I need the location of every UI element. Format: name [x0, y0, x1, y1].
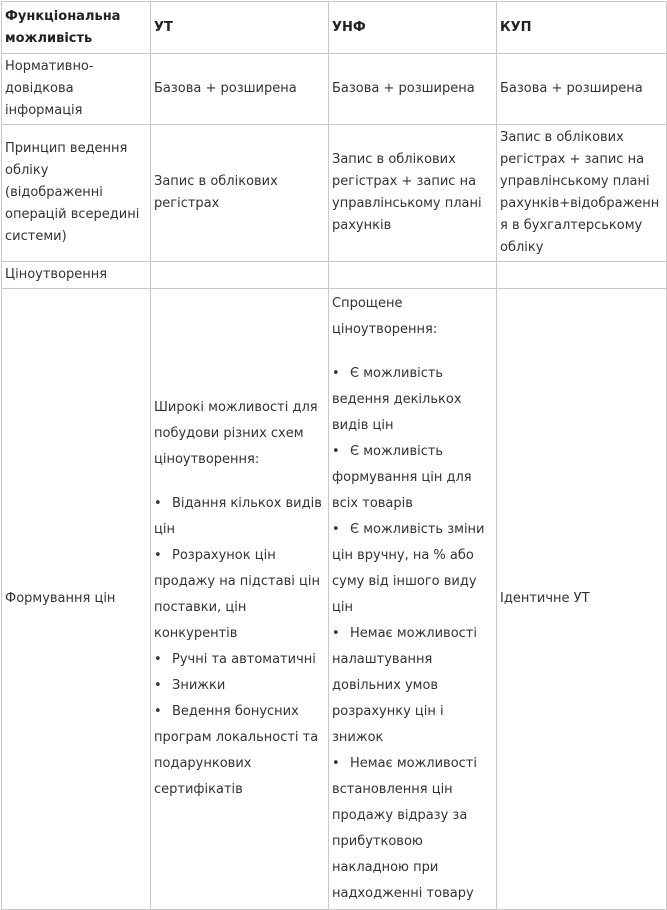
list-item: • Немає можливості налаштування довільних умов розрахунку цін і знижок	[332, 621, 494, 751]
ut-feature-list	[154, 491, 326, 803]
bullet-icon: •	[332, 756, 340, 771]
row-kup: Запис в облікових регістрах + запис на управлінському плані рахунків+відображення в бухгалтерському обліку	[497, 125, 667, 262]
row-unf: Базова + розширена	[329, 54, 497, 125]
table-row	[2, 289, 667, 910]
bullet-icon: •	[332, 626, 340, 641]
row-unf	[329, 289, 497, 910]
row-unf	[329, 262, 497, 289]
bullet-icon: •	[154, 548, 162, 563]
list-item: • Є можливість ведення декількох видів цін	[332, 361, 494, 439]
list-item: • Відання кількох видів цін	[154, 491, 326, 543]
list-item: • Ручні та автоматичні	[154, 647, 326, 673]
list-item: • Є можливість зміни цін вручну, на % або суму від іншого виду цін	[332, 517, 494, 621]
header-unf: УНФ	[329, 2, 497, 54]
row-kup: Базова + розширена	[497, 54, 667, 125]
bullet-icon: •	[332, 366, 340, 381]
row-feature: Нормативно-довідкова інформація	[2, 54, 151, 125]
header-kup: КУП	[497, 2, 667, 54]
table-row	[2, 262, 667, 289]
comparison-table	[1, 1, 667, 910]
bullet-icon: •	[154, 496, 162, 511]
unf-feature-list	[332, 361, 494, 907]
row-ut	[151, 262, 329, 289]
table-row	[2, 54, 667, 125]
row-kup	[497, 262, 667, 289]
row-feature: Формування цін	[2, 289, 151, 910]
header-ut: УТ	[151, 2, 329, 54]
ut-intro: Широкі можливості для побудови різних схем ціноутворення:	[154, 400, 318, 467]
unf-intro: Спрощене ціноутворення:	[332, 296, 438, 337]
bullet-icon: •	[154, 678, 162, 693]
bullet-icon: •	[154, 652, 162, 667]
row-feature: Принцип ведення обліку (відображенні операцій всередині системи)	[2, 125, 151, 262]
list-item: • Розрахунок цін продажу на підставі цін поставки, цін конкурентів	[154, 543, 326, 647]
header-feature: Функціональна можливість	[2, 2, 151, 54]
list-item: • Немає можливості встановлення цін продажу відразу за прибутковою накладною при надходженні товару	[332, 751, 494, 907]
row-feature: Ціноутворення	[2, 262, 151, 289]
bullet-icon: •	[332, 444, 340, 459]
row-ut: Базова + розширена	[151, 54, 329, 125]
row-ut: Запис в облікових регістрах	[151, 125, 329, 262]
list-item: • Знижки	[154, 673, 326, 699]
header-row	[2, 2, 667, 54]
list-item: • Ведення бонусних програм локальності та подарункових сертифікатів	[154, 699, 326, 803]
list-item: • Є можливість формування цін для всіх товарів	[332, 439, 494, 517]
row-unf: Запис в облікових регістрах + запис на управлінському плані рахунків	[329, 125, 497, 262]
bullet-icon: •	[154, 704, 162, 719]
table-row	[2, 125, 667, 262]
row-ut	[151, 289, 329, 910]
bullet-icon: •	[332, 522, 340, 537]
row-kup: Ідентичне УТ	[497, 289, 667, 910]
